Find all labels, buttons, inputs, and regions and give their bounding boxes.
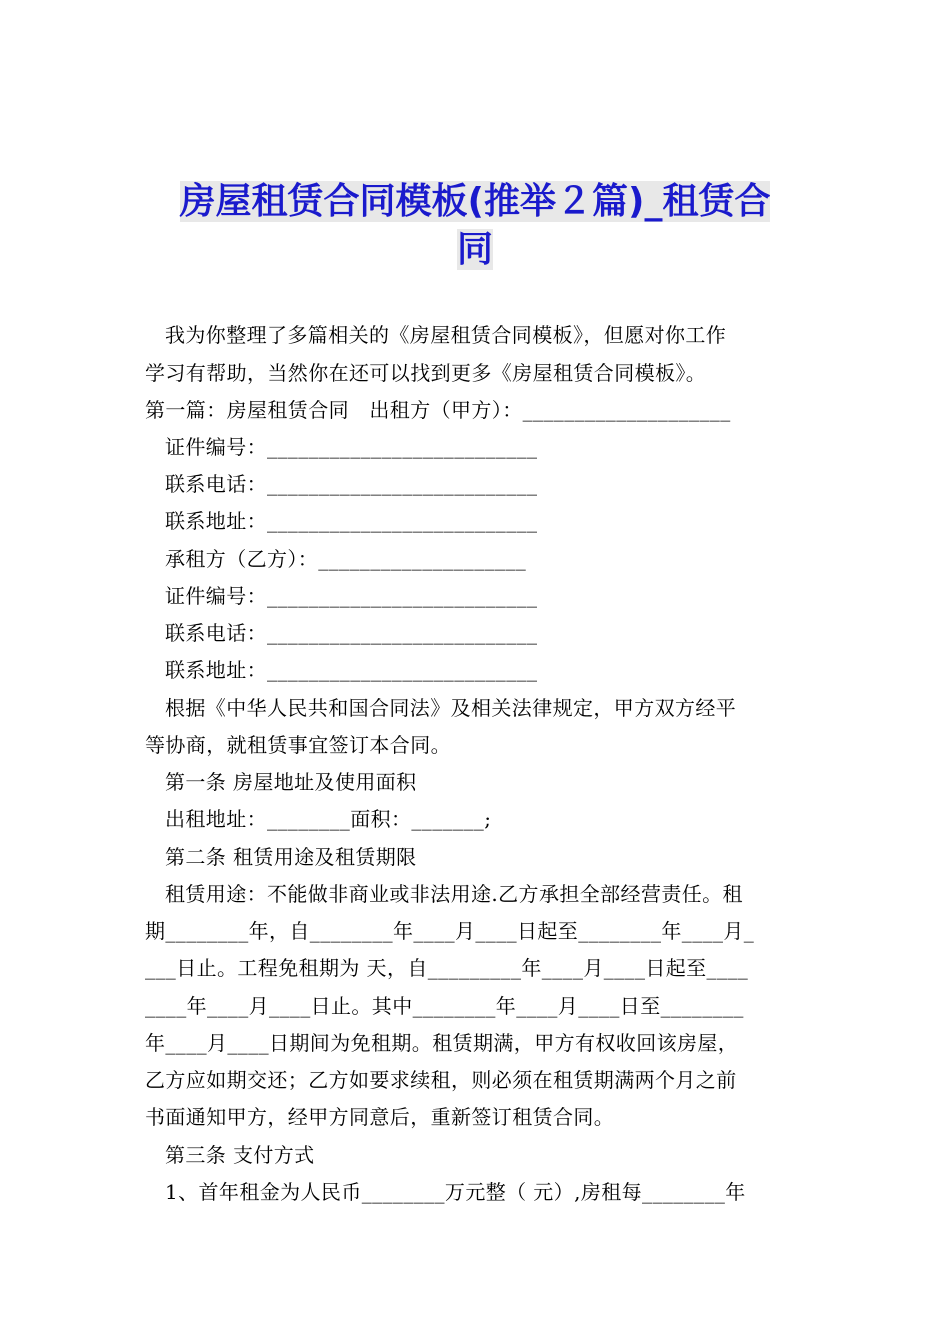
rental-address-field: 出租地址：________面积：_______; (165, 807, 492, 831)
document-title-line-1: 房屋租赁合同模板(推举２篇)_租赁合 (179, 181, 771, 222)
lessee-id-field: 证件编号：__________________________ (165, 584, 538, 608)
article-two-line-6: 乙方应如期交还；乙方如要求续租，则必须在租赁期满两个月之前 (145, 1068, 737, 1092)
basis-line-2: 等协商，就租赁事宜签订本合同。 (145, 733, 451, 757)
article-three-line-1: 1、首年租金为人民币________万元整（ 元）,房租每________年 (165, 1180, 746, 1204)
article-two-line-7: 书面通知甲方，经甲方同意后，重新签订租赁合同。 (145, 1105, 615, 1129)
basis-line-1: 根据《中华人民共和国合同法》及相关法律规定，甲方双方经平 (165, 696, 737, 720)
article-two-line-1: 租赁用途：不能做非商业或非法用途.乙方承担全部经营责任。租 (165, 882, 743, 906)
article-two-line-2: 期________年，自________年____月____日起至________年____月_ (145, 919, 755, 943)
document-title-line-2: 同 (456, 229, 493, 270)
article-two-line-3: ___日止。工程免租期为 天，自_________年____月____日起至____ (145, 956, 749, 980)
intro-line-1: 我为你整理了多篇相关的《房屋租赁合同模板》，但愿对你工作 (165, 323, 727, 347)
article-two-line-5: 年____月____日期间为免租期。租赁期满，甲方有权收回该房屋， (145, 1031, 739, 1055)
lessee-phone-field: 联系电话：__________________________ (165, 621, 538, 645)
intro-line-2: 学习有帮助，当然你在还可以找到更多《房屋租赁合同模板》。 (145, 361, 707, 385)
lessor-id-field: 证件编号：__________________________ (165, 435, 538, 459)
section-one-heading: 第一篇：房屋租赁合同 出租方（甲方）：____________________ (145, 398, 731, 422)
article-one-heading: 第一条 房屋地址及使用面积 (165, 770, 417, 794)
lessee-address-field: 联系地址：__________________________ (165, 658, 538, 682)
lessor-phone-field: 联系电话：__________________________ (165, 472, 538, 496)
lessee-field: 承租方（乙方）：____________________ (165, 547, 527, 571)
article-two-heading: 第二条 租赁用途及租赁期限 (165, 845, 417, 869)
article-two-line-4: ____年____月____日止。其中________年____月____日至________ (145, 994, 744, 1018)
lessor-address-field: 联系地址：__________________________ (165, 509, 538, 533)
article-three-heading: 第三条 支付方式 (165, 1143, 315, 1167)
